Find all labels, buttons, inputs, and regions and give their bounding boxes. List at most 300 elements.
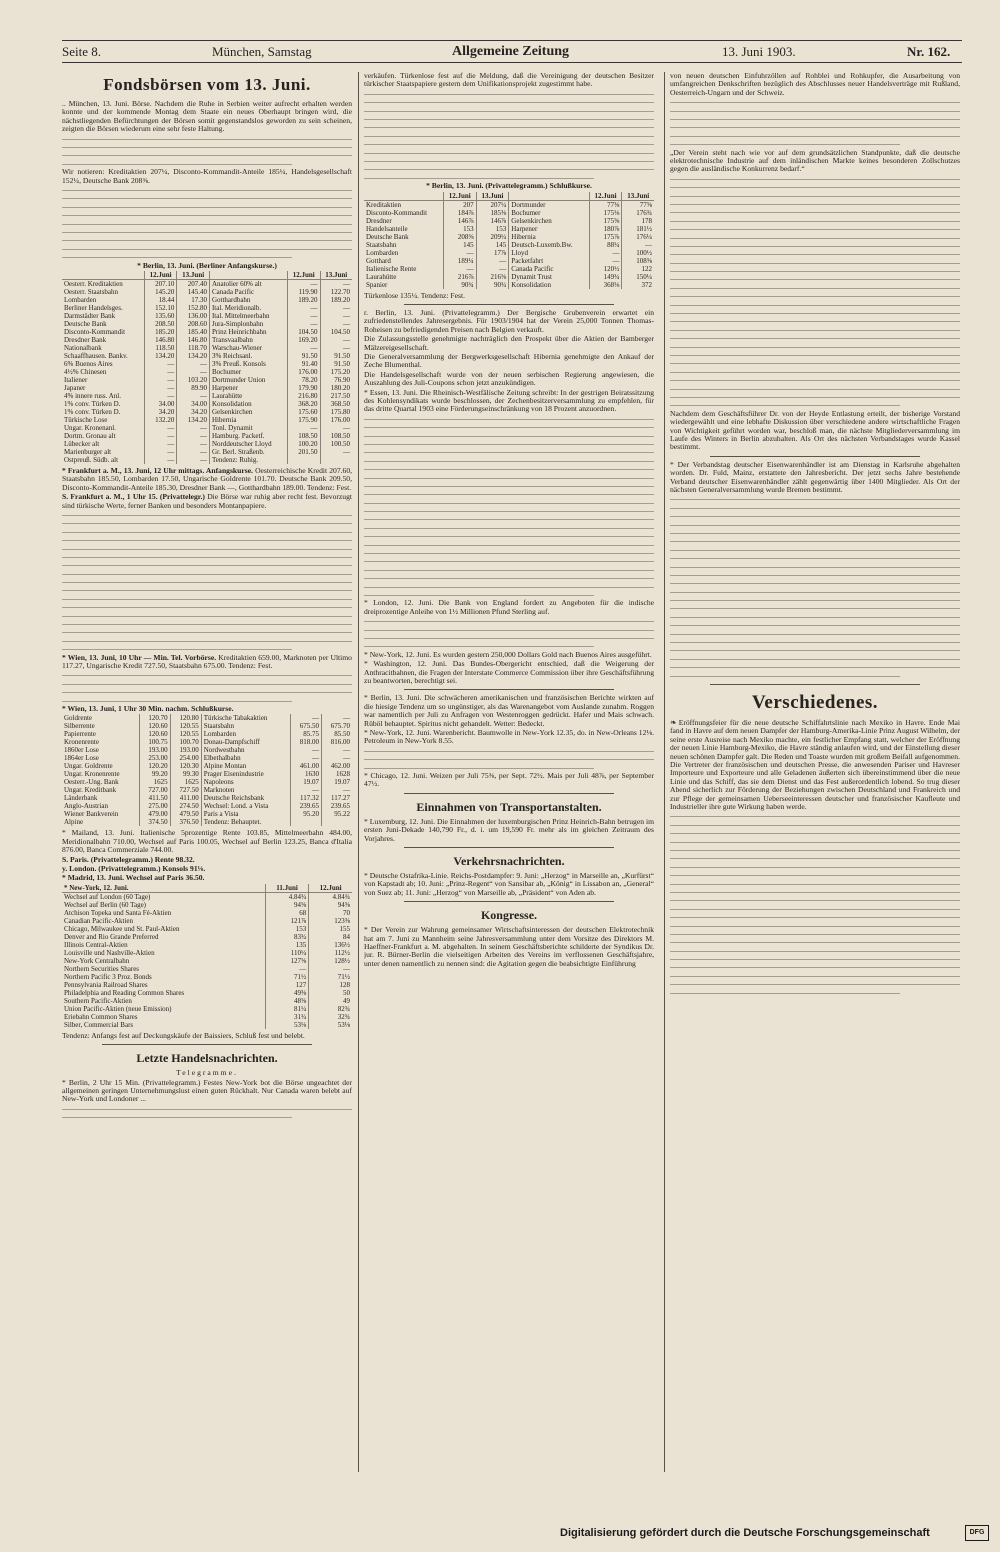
text-line xyxy=(364,541,654,549)
table-cell: 4½% Chinesen xyxy=(64,367,107,376)
table-cell: 1864er Lose xyxy=(64,754,99,763)
table-cell: Union Pacific-Aktien (neue Emission) xyxy=(64,1004,172,1013)
table-cell: Gotthard xyxy=(366,256,391,265)
text-line xyxy=(670,938,960,946)
table-cell: Wechsel auf London (60 Tage) xyxy=(64,892,151,901)
table-cell: 118.50 xyxy=(144,344,177,352)
text-line xyxy=(62,536,352,544)
table-cell: — xyxy=(287,424,320,432)
table-cell: Atchison Topeka und Santa Fé-Aktien xyxy=(64,908,172,917)
table-cell: — xyxy=(322,754,353,762)
text-line xyxy=(670,292,960,300)
table-cell: Oesterr.-Ung. Bank xyxy=(64,778,119,787)
table-cell: Goldrente xyxy=(64,714,92,723)
table-cell: — xyxy=(177,424,210,432)
table-cell: Northern Securities Shares xyxy=(64,964,140,973)
text-line xyxy=(670,905,960,913)
table-row xyxy=(62,754,352,762)
table-cell: — xyxy=(290,714,321,722)
table-row xyxy=(62,1021,352,1029)
table-cell: 180.20 xyxy=(320,384,352,392)
text-line xyxy=(62,637,352,645)
table-cell: 479.50 xyxy=(170,810,201,818)
text-line xyxy=(670,913,960,921)
paris-report: S. Paris. (Privattelegramm.) Rente 98.32. xyxy=(62,854,195,864)
table-cell: 6% Buenos Aires xyxy=(64,359,113,368)
table-cell: Japaner xyxy=(64,383,86,392)
table-cell: 34.00 xyxy=(144,400,177,408)
table-cell: — xyxy=(589,249,622,257)
text-line xyxy=(364,90,654,98)
munich-quotes: Wir notieren: Kreditaktien 207¼, Disconto-Kommandit-Anteile 185¼, Handelsgesellschaft 152¼, Deutsche Bank 208⅜. xyxy=(62,167,352,185)
text-line xyxy=(670,646,960,654)
table-cell: — xyxy=(322,786,353,794)
table-cell: 368⅛ xyxy=(589,281,622,289)
fleuron-icon: ❧ xyxy=(670,717,677,727)
text-line xyxy=(364,165,654,173)
table-cell: — xyxy=(144,456,177,464)
table-cell: Türkische Lose xyxy=(64,415,108,424)
table-cell: — xyxy=(320,320,352,328)
table-cell: Dortmunder xyxy=(509,200,589,209)
table-cell: 193.00 xyxy=(139,746,170,754)
separator xyxy=(404,901,614,902)
issue-date: 13. Juni 1903. xyxy=(722,44,796,59)
table-cell: 89.90 xyxy=(177,384,210,392)
table-row xyxy=(62,786,352,794)
table-cell: 120.60 xyxy=(139,722,170,730)
table-cell: 88¼ xyxy=(589,241,622,249)
text-line xyxy=(670,854,960,862)
table-cell: 128½ xyxy=(309,957,352,965)
table-cell: Türkische Tabakaktien xyxy=(201,714,290,722)
newyork-gold-report: * New-York, 12. Juni. Es wurden gestern 250,000 Dollars Gold nach Buenos Aires ausgeführt. xyxy=(364,649,652,659)
text-line xyxy=(364,457,654,465)
table-cell: Gr. Berl. Straßenb. xyxy=(209,448,287,456)
table-cell: Oesterr. Kreditaktien xyxy=(64,279,123,288)
text-line xyxy=(364,515,654,523)
table-cell: Staatsbahn xyxy=(366,240,397,249)
table-cell: Bochumer xyxy=(509,209,589,217)
table-row xyxy=(62,424,352,432)
table-cell: 146.80 xyxy=(144,336,177,344)
table-cell: 117.32 xyxy=(290,794,321,802)
table-cell: 78.20 xyxy=(287,376,320,384)
table-cell: Norddeutscher Lloyd xyxy=(209,440,287,448)
text-line xyxy=(364,532,654,540)
table-cell: 134.20 xyxy=(144,352,177,360)
text-line xyxy=(670,208,960,216)
table-cell: 185.40 xyxy=(177,328,210,336)
table-cell: 368.20 xyxy=(287,400,320,408)
table-cell: 136½ xyxy=(309,941,352,949)
berlin-closing-table: 12.Juni 13.Juni 12.Juni 13.Juni Kreditaktien 207 207¼ Dortmunder 77⅜ 77⅝ Disconto-Kommandit 184⅞ 185⅜ Bochumer 175⅛ 176¾ Dresdner 146⅞ 146⅞ Gelsenkirchen 175⅝ 178 Handelsanteile 153 153 Harpener 180⅞ 181½ Deutsche Bank 208⅜ 209¼ Hibernia 175⅞ 176¼ Staatsbahn 145 145 Deutsch-Luxemb.Bw. 88¼ — Lombarden — 17⅞ Lloyd — 100½ Gotthard 189¼ — Packetfahrt — 108⅝ Italienische Rente — — Canada Pacific 120½ 122 Laurahütte 216⅞ 216⅝ Dynamit Trust 149¾ 150¼ Spanier 90¾ 90¾ Konsolidation 368⅛ 372 xyxy=(366,191,652,289)
table-cell: Darmstädter Bank xyxy=(64,311,116,320)
table-cell: 100½ xyxy=(622,249,654,257)
text-line xyxy=(670,512,960,520)
table-cell: Wiener Bankverein xyxy=(64,810,119,819)
table-cell: — xyxy=(177,448,210,456)
text-line xyxy=(670,267,960,275)
goods-filler xyxy=(364,747,654,772)
table-cell: Papierrente xyxy=(64,730,96,739)
table-cell: Northern Pacific 3 Proz. Bonds xyxy=(64,972,152,981)
text-line xyxy=(670,821,960,829)
table-cell: Anglo-Austrian xyxy=(64,802,108,811)
table-cell: 120.60 xyxy=(139,730,170,738)
table-cell: 216⅞ xyxy=(443,273,476,281)
text-line xyxy=(364,507,654,515)
table-row xyxy=(364,217,654,225)
table-cell: 145 xyxy=(443,241,476,249)
table-cell: Schaaffhausen. Bankv. xyxy=(64,351,128,360)
text-line xyxy=(670,225,960,233)
text-line xyxy=(670,200,960,208)
table-row xyxy=(62,802,352,810)
table-cell: 189.20 xyxy=(320,296,352,304)
table-cell: Hibernia xyxy=(209,416,287,424)
table-cell: 145.20 xyxy=(144,288,177,296)
table-cell: 3% Reichsanl. xyxy=(209,352,287,360)
table-cell: 94⅝ xyxy=(309,901,352,909)
frankfurt-filler xyxy=(62,511,352,654)
berlin-closing-head: * Berlin, 13. Juni. (Privattelegramm.) Schlußkurse. xyxy=(426,181,592,191)
text-line xyxy=(62,671,352,679)
handel-filler xyxy=(62,1105,352,1122)
column-rule-2 xyxy=(664,72,665,1472)
text-line xyxy=(670,571,960,579)
table-cell: 100.20 xyxy=(287,440,320,448)
page-number: Seite 8. xyxy=(62,44,101,59)
table-cell: Nationalbank xyxy=(64,343,102,352)
table-row xyxy=(62,917,352,925)
table-row xyxy=(62,714,352,722)
table-cell xyxy=(322,818,353,826)
table-cell: 675.50 xyxy=(290,722,321,730)
text-line xyxy=(364,642,654,650)
table-cell: — xyxy=(589,257,622,265)
table-cell: 461.00 xyxy=(290,762,321,770)
table-cell: 376.50 xyxy=(170,818,201,826)
table-cell: 134.20 xyxy=(177,352,210,360)
table-cell: Oesterr. Staatsbahn xyxy=(64,287,119,296)
munich-filler xyxy=(62,135,352,169)
col2-intro-filler xyxy=(364,90,654,182)
table-cell: 127 xyxy=(265,981,308,989)
table-cell: — xyxy=(320,448,352,456)
table-cell: 99.20 xyxy=(139,770,170,778)
table-cell: 77⅝ xyxy=(622,200,654,209)
table-row xyxy=(62,432,352,440)
table-row xyxy=(364,241,654,249)
text-line xyxy=(670,275,960,283)
table-cell: 146.80 xyxy=(177,336,210,344)
table-cell: — xyxy=(144,448,177,456)
text-line xyxy=(364,423,654,431)
table-cell: 216⅝ xyxy=(476,273,509,281)
mailand-report: * Mailand, 13. Juni. Italienische 5prozentige Rente 103.85, Mittelmeerbahn 484.00, Meridionalbahn 710.00, Wechsel auf Paris 100.05, Wechsel auf Berlin 123.25, Banca d'Italia 876.00, Banca Commerziale 744.00. xyxy=(62,828,352,855)
table-cell: 104.50 xyxy=(320,328,352,336)
table-cell: Canada Pacific xyxy=(209,288,287,296)
table-cell: 120.20 xyxy=(139,762,170,770)
text-line xyxy=(670,546,960,554)
table-cell: Lombarden xyxy=(366,248,399,257)
table-cell: Konsolidation xyxy=(509,281,589,289)
table-cell: Philadelphia and Reading Common Shares xyxy=(64,988,185,997)
table-cell: — xyxy=(144,432,177,440)
table-cell: 153 xyxy=(265,925,308,933)
table-cell: 145 xyxy=(476,241,509,249)
table-cell: 179.90 xyxy=(287,384,320,392)
table-cell: 100.75 xyxy=(139,738,170,746)
text-line xyxy=(364,549,654,557)
text-line xyxy=(62,151,352,159)
text-line xyxy=(364,574,654,582)
table-cell: New-York Centralbahn xyxy=(64,956,130,965)
table-cell: 146⅞ xyxy=(476,217,509,225)
table-row xyxy=(62,440,352,448)
text-line xyxy=(62,578,352,586)
table-cell: Berliner Handelsges. xyxy=(64,303,123,312)
text-line xyxy=(62,228,352,236)
table-cell: — xyxy=(320,344,352,352)
table-cell: Canadian Pacific-Aktien xyxy=(64,916,134,925)
text-line xyxy=(62,603,352,611)
text-line xyxy=(62,143,352,151)
text-line xyxy=(670,621,960,629)
table-cell: Dynamit Trust xyxy=(509,273,589,281)
table-row xyxy=(62,352,352,360)
text-line xyxy=(670,863,960,871)
table-cell: 118.70 xyxy=(177,344,210,352)
table-cell: 1625 xyxy=(170,778,201,786)
table-cell: 4.84¾ xyxy=(309,892,352,901)
table-cell: 19.07 xyxy=(322,778,353,786)
table-cell: 207¼ xyxy=(476,200,509,209)
table-cell: 99.30 xyxy=(170,770,201,778)
text-line xyxy=(62,160,352,168)
publication-place: München, Samstag xyxy=(212,44,312,59)
table-row xyxy=(62,746,352,754)
text-line xyxy=(364,617,654,625)
resolution-filler xyxy=(670,175,960,410)
text-line xyxy=(670,963,960,971)
table-cell: 32¾ xyxy=(309,1013,352,1021)
table-cell: Italiener xyxy=(64,375,88,384)
text-line xyxy=(62,595,352,603)
text-line xyxy=(670,317,960,325)
table-cell: — xyxy=(287,312,320,320)
table-cell: 135 xyxy=(265,941,308,949)
table-row xyxy=(62,448,352,456)
table-cell: Chicago, Milwaukee und St. Paul-Aktien xyxy=(64,924,180,933)
table-cell: 155 xyxy=(309,925,352,933)
table-row xyxy=(62,933,352,941)
table-cell: 108⅝ xyxy=(622,257,654,265)
table-row xyxy=(62,981,352,989)
text-line xyxy=(670,98,960,106)
table-cell: 208⅜ xyxy=(443,233,476,241)
table-cell: — xyxy=(320,336,352,344)
table-cell: — xyxy=(177,368,210,376)
table-row xyxy=(62,408,352,416)
text-line xyxy=(670,521,960,529)
madrid-report: * Madrid, 13. Juni. Wechsel auf Paris 36.50. xyxy=(62,873,205,883)
table-cell: 193.00 xyxy=(170,746,201,754)
wien-closing-head: * Wien, 13. Juni, 1 Uhr 30 Min. nachm. Schlußkurse. xyxy=(62,703,234,713)
text-line xyxy=(670,896,960,904)
table-cell: Handelsanteile xyxy=(366,224,408,233)
text-line xyxy=(364,583,654,591)
text-line xyxy=(670,955,960,963)
table-cell: Gotthardbahn xyxy=(209,296,287,304)
table-cell: 175.80 xyxy=(320,408,352,416)
table-cell: — xyxy=(320,312,352,320)
text-line xyxy=(62,688,352,696)
table-cell: — xyxy=(443,249,476,257)
table-cell: Prager Eisenindustrie xyxy=(201,770,290,778)
table-row xyxy=(62,738,352,746)
ostafrika-report: * Deutsche Ostafrika-Linie. Reichs-Postdampfer: 9. Juni: „Herzog“ in Marseille an, „Kurfürst“ von Kapstadt ab; 10. Juni: „Prinz-Regent“ von Sansibar ab, „König“ in Lissabon an, „General“ von Suez ab; 11. Juni: „Herzog“ von Marseille ab, „Präsident“ von Aden ab. xyxy=(364,871,654,897)
berlin-closing-foot: Türkenlose 135¼. Tendenz: Fest. xyxy=(364,290,465,300)
table-cell: Donau-Dampfschiff xyxy=(201,738,290,746)
table-cell: — xyxy=(177,440,210,448)
table-cell: 374.50 xyxy=(139,818,170,826)
table-cell: 152.10 xyxy=(144,304,177,312)
text-line xyxy=(364,107,654,115)
text-line xyxy=(670,401,960,409)
table-cell: 50 xyxy=(309,989,352,997)
table-cell: 411.00 xyxy=(170,794,201,802)
table-cell: 120½ xyxy=(589,265,622,273)
text-line xyxy=(670,309,960,317)
table-cell: Konsolidation xyxy=(209,400,287,408)
table-cell: Staatsbahn xyxy=(201,722,290,730)
table-cell: 120.80 xyxy=(170,714,201,722)
table-cell: Louisville und Nashville-Aktien xyxy=(64,948,155,957)
table-cell: 71½ xyxy=(309,973,352,981)
table-cell: 185⅜ xyxy=(476,209,509,217)
text-line xyxy=(670,947,960,955)
table-cell: 91.40 xyxy=(287,360,320,368)
text-line xyxy=(670,504,960,512)
table-cell: Marknoten xyxy=(201,786,290,794)
table-cell: 1625 xyxy=(139,778,170,786)
text-line xyxy=(670,989,960,997)
table-cell: — xyxy=(309,965,352,973)
text-line xyxy=(364,98,654,106)
text-line xyxy=(62,570,352,578)
table-row xyxy=(62,901,352,909)
table-cell: Denver and Rio Grande Preferred xyxy=(64,932,159,941)
table-cell: 207 xyxy=(443,200,476,209)
table-cell: 181½ xyxy=(622,225,654,233)
table-cell: 207.40 xyxy=(177,279,210,288)
table-cell: Elbethalbahn xyxy=(201,754,290,762)
text-line xyxy=(62,561,352,569)
table-cell: 49 xyxy=(309,997,352,1005)
table-cell: 85.75 xyxy=(290,730,321,738)
text-line xyxy=(670,537,960,545)
luxemburg-report: * Luxemburg, 12. Juni. Die Einnahmen der luxemburgischen Prinz Heinrich-Bahn betrugen im ersten Juni-Dekade 140,790 Fr., d. i. um 19,590 Fr. mehr als im gleichen Zeitraum des Vorjahres. xyxy=(364,816,654,843)
table-row xyxy=(62,770,352,778)
table-cell: Länderbank xyxy=(64,794,98,803)
table-cell: Jura-Simplonbahn xyxy=(209,320,287,328)
eisenwaren-report: * Der Verbandstag deutscher Eisenwarenhändler ist am Dienstag in Karlsruhe abgehalten worden. Dr. Fuld, Mainz, erstattete den Jahresbericht. Der jetzt sechs Jahre bestehende Verband deutscher Eisenwarenhändler zählt gegenwärtig über 1400 Mitglieder. Als Ort der nächsten Generalversammlung wurde Bremen bestimmt. xyxy=(670,459,960,494)
table-cell: 368.50 xyxy=(320,400,352,408)
text-line xyxy=(364,123,654,131)
text-line xyxy=(670,846,960,854)
text-line xyxy=(62,612,352,620)
table-cell: 253.00 xyxy=(139,754,170,762)
table-cell: Hibernia xyxy=(509,233,589,241)
chicago-report: * Chicago, 12. Juni. Weizen per Juli 75⅜, per Sept. 72½. Mais per Juli 48⅞, per September 47½. xyxy=(364,771,654,789)
table-cell: — xyxy=(144,360,177,368)
text-line xyxy=(670,672,960,680)
table-cell: 17⅞ xyxy=(476,249,509,257)
table-cell: 175⅛ xyxy=(589,209,622,217)
text-line xyxy=(670,259,960,267)
column-1 xyxy=(62,72,352,1482)
text-line xyxy=(62,628,352,636)
table-cell: 122.70 xyxy=(320,288,352,296)
table-row xyxy=(364,265,654,273)
table-cell: 123⅜ xyxy=(309,917,352,925)
table-cell: 71½ xyxy=(265,973,308,981)
table-cell: 77⅜ xyxy=(589,200,622,209)
table-cell: 100.70 xyxy=(170,738,201,746)
table-row xyxy=(62,949,352,957)
text-line xyxy=(670,368,960,376)
table-row xyxy=(364,273,654,281)
text-line xyxy=(62,528,352,536)
table-cell: Prinz Heinrichbahn xyxy=(209,328,287,336)
table-cell: 201.50 xyxy=(287,448,320,456)
text-line xyxy=(62,620,352,628)
text-line xyxy=(670,301,960,309)
table-row xyxy=(62,989,352,997)
table-cell: Lloyd xyxy=(509,249,589,257)
text-line xyxy=(364,490,654,498)
table-cell: Ungar. Kreditbank xyxy=(64,786,117,795)
table-cell: Warschau-Wiener xyxy=(209,344,287,352)
text-line xyxy=(364,465,654,473)
text-line xyxy=(670,183,960,191)
table-cell: 150¼ xyxy=(622,273,654,281)
table-cell: 254.00 xyxy=(170,754,201,762)
text-line xyxy=(62,220,352,228)
table-row xyxy=(62,997,352,1005)
table-cell: Silber, Commercial Bars xyxy=(64,1020,134,1029)
table-cell: 48⅝ xyxy=(265,997,308,1005)
table-cell: 91.50 xyxy=(320,352,352,360)
text-line xyxy=(364,440,654,448)
schiff-filler xyxy=(670,812,960,997)
text-line xyxy=(364,755,654,763)
table-cell: 103.20 xyxy=(177,376,210,384)
table-cell: Lombarden xyxy=(201,730,290,738)
table-cell: — xyxy=(177,456,210,464)
table-cell: 82¾ xyxy=(309,1005,352,1013)
table-cell: Dresdner Bank xyxy=(64,335,107,344)
table-cell: 209¼ xyxy=(476,233,509,241)
text-line xyxy=(364,591,654,599)
text-line xyxy=(670,563,960,571)
text-line xyxy=(364,474,654,482)
table-cell: 68 xyxy=(265,909,308,917)
berlin-grain-report: * Berlin, 13. Juni. Die schwächeren amerikanischen und französischen Berichte wirkten auf die hiesige Tendenz um so ungünstiger, als das Warenangebot vom Auslande zunahm. Roggen war namentlich per Juli zu Anfragen von Westenroggen gedrückt. Hafer und Mais schwach. Rüböl behauptet. Spiritus nicht gehandelt. Wetter: Bedeckt. xyxy=(364,693,654,728)
text-line xyxy=(62,186,352,194)
